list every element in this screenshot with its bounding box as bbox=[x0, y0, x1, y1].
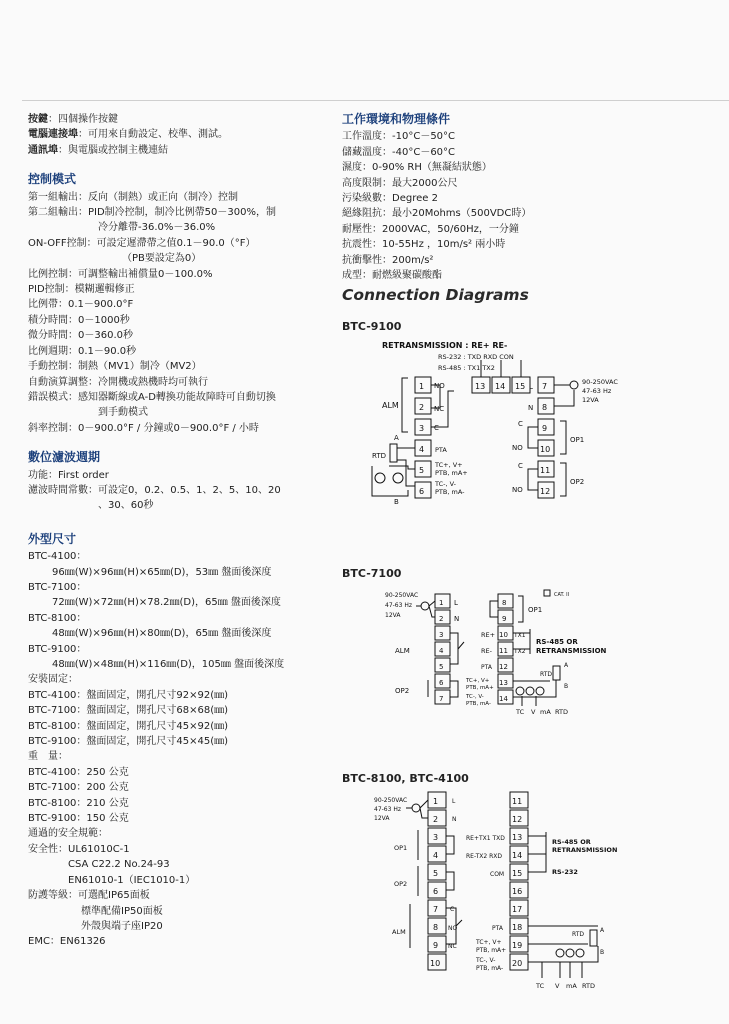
terminal-label: 5 bbox=[419, 466, 425, 475]
terminal-label: 20 bbox=[512, 959, 523, 968]
dims-line: BTC-9100：150 公克 bbox=[28, 813, 129, 825]
terminal-label: 7 bbox=[542, 382, 548, 391]
terminal-label: 1 bbox=[419, 382, 425, 391]
terminal-label: 10 bbox=[430, 959, 441, 968]
terminal-label: 12 bbox=[512, 815, 523, 824]
c-label: C bbox=[450, 906, 455, 913]
dims-line: 通過的安全規範： bbox=[28, 828, 108, 840]
dims-line: BTC-7100：盤面固定，開孔尺寸68×68(㎜) bbox=[28, 705, 229, 717]
right-column bbox=[342, 112, 722, 283]
terminal-label: 13 bbox=[512, 833, 523, 842]
model-title-btc7100: BTC-7100 bbox=[342, 567, 402, 580]
retrans-label: RETRANSMISSION bbox=[536, 647, 607, 655]
power-label: 12VA bbox=[374, 815, 390, 822]
control-line: （PB要設定為0） bbox=[122, 253, 202, 265]
tcv-label: TC+, V+ bbox=[476, 939, 502, 946]
a-label: A bbox=[600, 927, 605, 934]
retx1-label: RE+TX1 TXD bbox=[466, 835, 505, 842]
control-line: 比例控制：可調整輸出補償量0－100.0% bbox=[28, 268, 213, 280]
tcv-label: TC+, V+ bbox=[466, 678, 490, 684]
c-label: C bbox=[434, 424, 439, 432]
terminal-label: 3 bbox=[439, 631, 444, 639]
terminal-label: 7 bbox=[433, 905, 439, 914]
terminal-label: 13 bbox=[475, 382, 486, 391]
n-label: N bbox=[452, 816, 457, 823]
op2-label: OP2 bbox=[570, 478, 585, 486]
power-label: 47-63 Hz bbox=[374, 806, 402, 813]
dims-line: 安全性：UL61010C-1 bbox=[28, 843, 130, 855]
op1-label: OP1 bbox=[528, 606, 543, 614]
a-label: A bbox=[394, 434, 399, 442]
re-plus-label: RE+ bbox=[481, 631, 496, 639]
env-line: 抗震性：10-55Hz ，10m/s² 兩小時 bbox=[342, 239, 506, 251]
c-label: C bbox=[518, 462, 523, 470]
terminal-label: 6 bbox=[419, 487, 425, 496]
dims-line: BTC-9100：盤面固定，開孔尺寸45×45(㎜) bbox=[28, 736, 229, 748]
control-line: 比例週期：0.1－90.0秒 bbox=[28, 345, 137, 357]
v-label: V bbox=[531, 708, 536, 716]
b-label: B bbox=[394, 498, 399, 506]
env-line: 耐壓性：2000VAC，50/60Hz，一分鐘 bbox=[342, 223, 519, 235]
control-line: 第一組輸出：反向（制熱）或正向（制冷）控制 bbox=[28, 191, 238, 203]
pta-label: PTA bbox=[492, 925, 503, 932]
btc7100-wiring-diagram bbox=[380, 584, 640, 720]
left-column bbox=[28, 112, 328, 950]
dims-line: BTC-8100： bbox=[28, 612, 87, 624]
terminal-label: 1 bbox=[439, 599, 444, 607]
ma-label: mA bbox=[566, 982, 577, 990]
terminal-label: 12 bbox=[499, 663, 508, 671]
retrans-label: RETRANSMISSION : RE+ RE- bbox=[382, 341, 508, 350]
v-label: V bbox=[555, 982, 560, 990]
dims-line: CSA C22.2 No.24-93 bbox=[68, 859, 170, 871]
filter-line: 濾波時間常數：可設定0，0.2、0.5、1、2、5、10、20 bbox=[28, 484, 281, 496]
model-title-btc9100: BTC-9100 bbox=[342, 320, 402, 333]
no-label: NO bbox=[512, 444, 523, 452]
dims-line: 48㎜(W)×96㎜(H)×80㎜(D)，65㎜ 盤面後深度 bbox=[52, 628, 272, 640]
op2-label: OP2 bbox=[394, 880, 408, 888]
control-line: 積分時間：0－1000秒 bbox=[28, 314, 130, 326]
terminal-label: 4 bbox=[439, 647, 444, 655]
control-line: 比例帶：0.1－900.0°F bbox=[28, 299, 134, 311]
intro-line: 電腦連接埠：可用來自動設定、校準、測試。 bbox=[28, 129, 228, 141]
dims-line: BTC-9100： bbox=[28, 643, 87, 655]
terminal-label: 1 bbox=[433, 797, 439, 806]
ptbma-label: PTB, mA+ bbox=[435, 469, 468, 477]
terminal-label: 5 bbox=[433, 869, 439, 878]
alm-label: ALM bbox=[382, 401, 399, 410]
op1-label: OP1 bbox=[570, 436, 585, 444]
pta-label: PTA bbox=[481, 664, 492, 671]
c-label: C bbox=[518, 420, 523, 428]
n-label: N bbox=[454, 615, 460, 623]
alm-label: ALM bbox=[395, 647, 410, 655]
power-label: 12VA bbox=[385, 612, 401, 619]
com-label: COM bbox=[490, 871, 505, 878]
dims-line: 安裝固定： bbox=[28, 674, 78, 686]
tc-label: TC bbox=[536, 982, 545, 990]
dims-line: EN61010-1（IEC1010-1） bbox=[68, 874, 196, 886]
ptbma2-label: PTB, mA- bbox=[476, 965, 504, 972]
terminal-label: 10 bbox=[499, 631, 508, 639]
op2-label: OP2 bbox=[395, 687, 410, 695]
n-label: N bbox=[528, 404, 534, 412]
terminal-label: 10 bbox=[540, 445, 551, 454]
terminal-label: 9 bbox=[542, 424, 548, 433]
terminal-label: 11 bbox=[540, 466, 551, 475]
section-heading-dimensions: 外型尺寸 bbox=[28, 531, 77, 546]
cat-label: CAT. II bbox=[554, 592, 570, 598]
section-heading-control: 控制模式 bbox=[28, 172, 77, 187]
ptbma-label: PTB, mA+ bbox=[466, 685, 494, 691]
env-line: 濕度：0-90% RH（無凝結狀態） bbox=[342, 162, 492, 174]
a-label: A bbox=[564, 662, 569, 669]
dims-line: EMC：EN61326 bbox=[28, 936, 106, 948]
rtd-label: RTD bbox=[555, 708, 569, 716]
tx2-label: TX2 bbox=[514, 648, 526, 655]
top-divider bbox=[22, 100, 729, 101]
terminal-label: 14 bbox=[495, 382, 506, 391]
env-line: 儲藏溫度：-40°C－60°C bbox=[342, 146, 456, 158]
alm-label: ALM bbox=[392, 928, 406, 936]
power-label: 90-250VAC bbox=[582, 378, 618, 386]
terminal-label: 11 bbox=[499, 647, 508, 655]
op1-label: OP1 bbox=[394, 844, 408, 852]
env-line: 抗衝擊性：200m/s² bbox=[342, 254, 434, 266]
dims-line: BTC-8100：210 公克 bbox=[28, 797, 129, 809]
rtd-label: RTD bbox=[540, 671, 553, 678]
intro-line: 通訊埠：與電腦或控制主機連結 bbox=[28, 144, 168, 156]
terminal-label: 4 bbox=[433, 851, 439, 860]
model-title-btc8100: BTC-8100, BTC-4100 bbox=[342, 772, 469, 785]
terminal-label: 5 bbox=[439, 663, 444, 671]
terminal-label: 2 bbox=[433, 815, 439, 824]
dims-line: 標準配備IP50面板 bbox=[81, 905, 163, 917]
rtd-label: RTD bbox=[572, 931, 585, 938]
connection-diagrams-title: Connection Diagrams bbox=[342, 286, 529, 304]
rs485-label: RS-485 OR bbox=[536, 638, 578, 646]
filter-line: 功能：First order bbox=[28, 469, 109, 481]
power-label: 12VA bbox=[582, 396, 599, 404]
dims-line: 96㎜(W)×96㎜(H)×65㎜(D)，53㎜ 盤面後深度 bbox=[52, 566, 272, 578]
terminal-label: 15 bbox=[515, 382, 526, 391]
intro-line: 按鍵：四個操作按鍵 bbox=[28, 114, 118, 125]
terminal-label: 15 bbox=[512, 869, 523, 878]
control-line: ON-OFF控制：可設定遲滯帶之值0.1－90.0（°F） bbox=[28, 237, 256, 249]
no-label: NO bbox=[448, 925, 458, 932]
terminal-label: 8 bbox=[542, 403, 548, 412]
terminal-label: 11 bbox=[512, 797, 523, 806]
ptbma2-label: PTB, mA- bbox=[435, 488, 465, 496]
control-line: 錯誤模式：感知器斷線或A-D轉換功能故障時可自動切換 bbox=[28, 391, 276, 403]
control-line: 微分時間：0－360.0秒 bbox=[28, 330, 133, 342]
control-line: 手動控制：制熱（MV1）制冷（MV2） bbox=[28, 361, 202, 373]
dims-line: 72㎜(W)×72㎜(H)×78.2㎜(D)，65㎜ 盤面後深度 bbox=[52, 597, 281, 609]
terminal-label: 14 bbox=[499, 695, 508, 703]
re-minus-label: RE- bbox=[481, 647, 492, 655]
terminal-label: 4 bbox=[419, 445, 425, 454]
filter-line: 、30、60秒 bbox=[98, 500, 154, 512]
no-label: NO bbox=[512, 486, 523, 494]
retx2-label: RE-TX2 RXD bbox=[466, 853, 502, 860]
terminal-label: 9 bbox=[502, 615, 507, 623]
terminal-label: 14 bbox=[512, 851, 523, 860]
tc-label: TC bbox=[516, 708, 525, 716]
env-line: 污染級數：Degree 2 bbox=[342, 193, 438, 205]
terminal-label: 19 bbox=[512, 941, 523, 950]
ptbma-label: PTB, mA+ bbox=[476, 947, 507, 954]
nc-label: NC bbox=[434, 405, 445, 413]
dims-line: BTC-7100： bbox=[28, 581, 87, 593]
terminal-label: 13 bbox=[499, 679, 508, 687]
rs485-label: RS-485 : TX1 TX2 bbox=[438, 364, 495, 372]
terminal-label: 9 bbox=[433, 941, 439, 950]
tx1-label: TX1 bbox=[514, 632, 526, 639]
control-line: 到手動模式 bbox=[98, 407, 148, 419]
rs485-label: RS-485 OR bbox=[552, 838, 591, 846]
dims-line: 防護等級：可選配IP65面板 bbox=[28, 890, 150, 902]
terminal-label: 6 bbox=[433, 887, 439, 896]
terminal-label: 8 bbox=[502, 599, 507, 607]
l-label: L bbox=[529, 383, 533, 391]
terminal-label: 3 bbox=[433, 833, 439, 842]
env-line: 高度限制：最大2000公尺 bbox=[342, 177, 458, 189]
terminal-label: 2 bbox=[419, 403, 425, 412]
section-heading-filter: 數位濾波週期 bbox=[28, 450, 101, 465]
terminal-label: 2 bbox=[439, 615, 444, 623]
tcv2-label: TC-, V- bbox=[435, 480, 457, 488]
dims-line: 48㎜(W)×48㎜(H)×116㎜(D)，105㎜ 盤面後深度 bbox=[52, 659, 285, 670]
b-label: B bbox=[564, 683, 569, 690]
dims-line: 外殼與端子座IP20 bbox=[81, 920, 163, 932]
b-label: B bbox=[600, 949, 605, 956]
power-label: 47-63 Hz bbox=[582, 387, 612, 395]
dims-line: 重 量： bbox=[28, 751, 68, 763]
power-label: 90-250VAC bbox=[374, 797, 408, 804]
rs232-label: RS-232 : TXD RXD CON bbox=[438, 353, 514, 361]
terminal-label: 17 bbox=[512, 905, 523, 914]
control-line: PID控制：模糊邏輯修正 bbox=[28, 284, 135, 296]
control-line: 第二組輸出：PID制冷控制，制冷比例帶50－300%，制 bbox=[28, 207, 276, 219]
nc-label: NC bbox=[448, 943, 457, 950]
ma-label: mA bbox=[540, 708, 551, 716]
tcv-label: TC+, V+ bbox=[435, 461, 463, 469]
l-label: L bbox=[452, 798, 456, 805]
rs232-label: RS-232 bbox=[552, 868, 578, 876]
env-line: 工作溫度：-10°C－50°C bbox=[342, 131, 456, 143]
dims-line: BTC-4100：250 公克 bbox=[28, 766, 129, 778]
terminal-label: 8 bbox=[433, 923, 439, 932]
control-line: 斜率控制：0－900.0°F / 分鐘或0－900.0°F / 小時 bbox=[28, 422, 259, 434]
dims-line: BTC-8100：盤面固定，開孔尺寸45×92(㎜) bbox=[28, 720, 229, 732]
btc8100-wiring-diagram bbox=[370, 788, 660, 994]
dims-line: BTC-7100：200 公克 bbox=[28, 782, 129, 794]
terminal-label: 6 bbox=[439, 679, 444, 687]
env-line: 成型：耐燃級聚碳酸酯 bbox=[342, 270, 442, 282]
terminal-label: 16 bbox=[512, 887, 523, 896]
terminal-label: 3 bbox=[419, 424, 425, 433]
l-label: L bbox=[454, 599, 458, 607]
power-label: 90-250VAC bbox=[385, 592, 419, 599]
rtd-label: RTD bbox=[582, 982, 596, 990]
no-label: NO bbox=[434, 382, 445, 390]
dims-line: BTC-4100：盤面固定，開孔尺寸92×92(㎜) bbox=[28, 689, 229, 701]
pta-label: PTA bbox=[435, 446, 447, 454]
control-line: 自動演算調整：冷開機或熱機時均可執行 bbox=[28, 376, 208, 388]
terminal-label: 12 bbox=[540, 487, 551, 496]
tcv2-label: TC-, V- bbox=[466, 694, 484, 700]
dims-line: BTC-4100： bbox=[28, 551, 87, 563]
terminal-label: 18 bbox=[512, 923, 523, 932]
terminal-label: 7 bbox=[439, 695, 444, 703]
btc9100-wiring-diagram bbox=[342, 336, 642, 508]
tcv2-label: TC-, V- bbox=[476, 957, 496, 964]
ptbma2-label: PTB, mA- bbox=[466, 701, 491, 707]
power-label: 47-63 Hz bbox=[385, 602, 413, 609]
rtd-label: RTD bbox=[372, 452, 387, 460]
control-line: 冷分離帶-36.0%－36.0% bbox=[98, 222, 216, 234]
env-line: 絕緣阻抗：最小20Mohms（500VDC時） bbox=[342, 208, 532, 220]
section-heading-environment: 工作環境和物理條件 bbox=[342, 112, 451, 126]
retrans-label: RETRANSMISSION bbox=[552, 846, 618, 854]
